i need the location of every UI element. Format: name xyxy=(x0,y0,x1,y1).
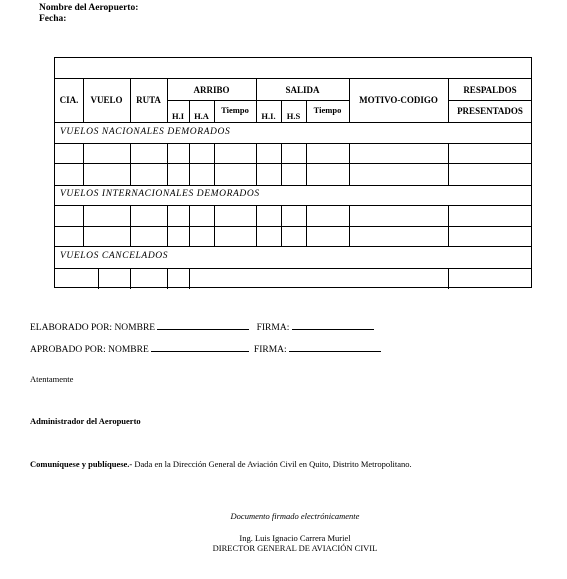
flight-delay-table xyxy=(54,57,532,288)
elaborado-firma-field[interactable] xyxy=(292,320,374,330)
col-salida: SALIDA xyxy=(285,85,320,95)
col-salida-hs: H.S xyxy=(286,111,301,121)
comuniquese-bold: Comuníquese y publíquese.- xyxy=(30,459,133,469)
elaborado-name-field[interactable] xyxy=(157,320,249,330)
date-label: Fecha: xyxy=(39,14,67,24)
elaborado-line xyxy=(30,320,374,333)
aprobado-line xyxy=(30,342,381,355)
section-nacionales: VUELOS NACIONALES DEMORADOS xyxy=(60,127,231,137)
documento-firmado: Documento firmado electrónicamente xyxy=(230,511,360,521)
col-cia: CIA. xyxy=(59,95,79,105)
col-salida-tiempo: Tiempo xyxy=(313,105,342,115)
col-salida-hi: H.I. xyxy=(261,111,276,121)
col-respaldos: RESPALDOS xyxy=(463,85,517,95)
aprobado-name-field[interactable] xyxy=(151,342,249,352)
col-arribo-ha: H.A xyxy=(194,111,209,121)
section-internacionales: VUELOS INTERNACIONALES DEMORADOS xyxy=(60,189,260,199)
col-arribo-tiempo: Tiempo xyxy=(221,105,249,115)
aprobado-label: APROBADO POR: NOMBRE xyxy=(30,345,149,355)
comuniquese-paragraph xyxy=(30,459,412,469)
col-vuelo: VUELO xyxy=(90,95,123,105)
airport-name-label: Nombre del Aeropuerto: xyxy=(39,3,139,13)
elaborado-firma-label: FIRMA: xyxy=(256,323,290,333)
aprobado-firma-field[interactable] xyxy=(289,342,381,352)
administrador-label: Administrador del Aeropuerto xyxy=(30,416,141,426)
section-cancelados: VUELOS CANCELADOS xyxy=(60,251,169,261)
col-ruta: RUTA xyxy=(136,95,161,105)
col-motivo-codigo: MOTIVO-CODIGO xyxy=(359,95,438,105)
comuniquese-text: Dada en la Dirección General de Aviación Civil en Quito, Distrito Metropolitano. xyxy=(132,459,412,469)
aprobado-firma-label: FIRMA: xyxy=(253,345,287,355)
signer-title: DIRECTOR GENERAL DE AVIACIÓN CIVIL xyxy=(212,543,378,553)
col-arribo-hi: H.I xyxy=(171,111,185,121)
signer-name: Ing. Luis Ignacio Carrera Muriel xyxy=(239,533,351,543)
col-arribo: ARRIBO xyxy=(193,85,230,95)
atentamente: Atentamente xyxy=(30,374,74,384)
col-presentados: PRESENTADOS xyxy=(457,106,523,116)
elaborado-label: ELABORADO POR: NOMBRE xyxy=(30,323,156,333)
